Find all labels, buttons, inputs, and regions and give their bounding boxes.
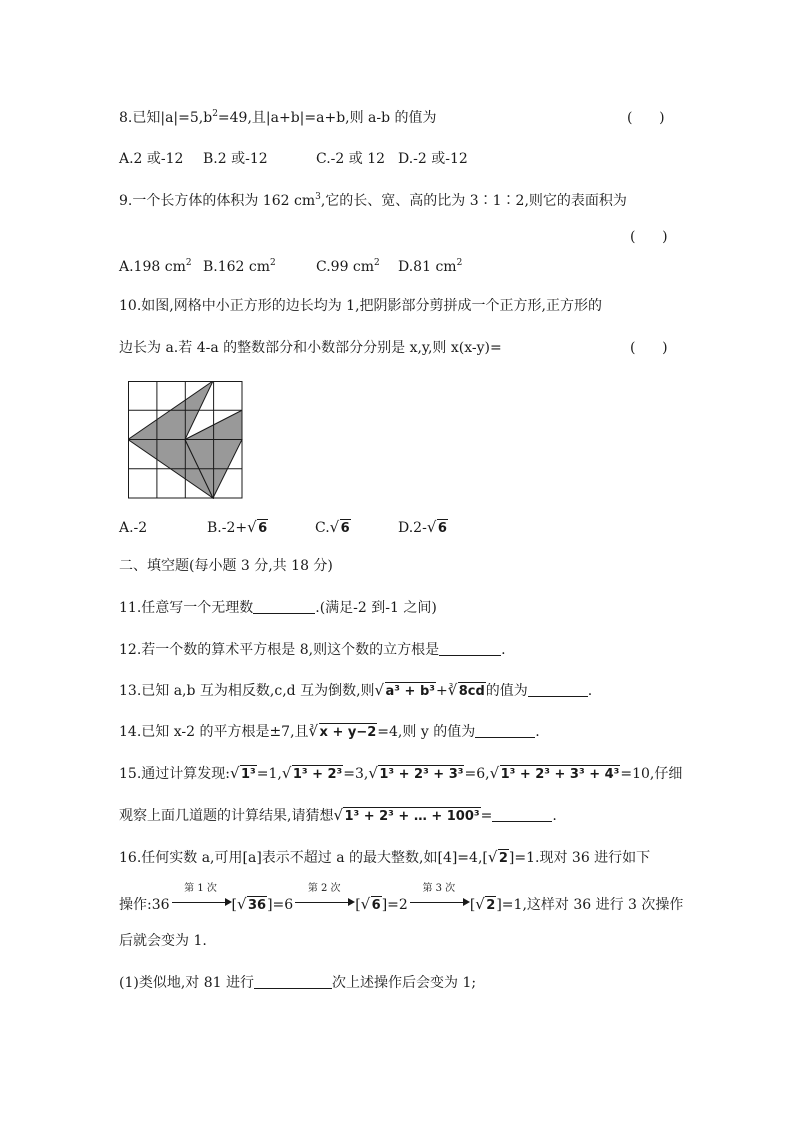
q8-option-c: C.-2 或 12 — [316, 151, 386, 167]
q10-option-a: A.-2 — [119, 520, 148, 536]
q9-answer-paren: ( ) — [630, 229, 668, 245]
q10-grid-lines — [128, 381, 242, 498]
q16-step1-arrow: 第 1 次 — [170, 892, 232, 912]
q9-option-a: A.198 $cm^2$ — [119, 258, 192, 275]
q12-stem: 12.若一个数的算术平方根是 8,则这个数的立方根是 . — [119, 642, 506, 658]
q9-stem: 9.一个长方体的体积为 162 $cm^3$,它的长、宽、高的比为 3∶1∶2,则它的表面积为 — [119, 192, 627, 209]
q16-stem-line2: 操作:36 第 1 次 [√ 36]=6 第 2 次 [√ 6]=2 第 3 次 [√ 2]=1,这样对 36 进行 3 次操作 — [119, 892, 683, 916]
q10-grid-figure — [128, 381, 244, 499]
q10-answer-paren: ( ) — [630, 340, 668, 356]
q10-stem-line2: 边长为 a.若 4-a 的整数部分和小数部分分别是 x,y,则 x(x-y)= — [119, 340, 502, 356]
q16-stem-line1: 16.任何实数 a,可用[a]表示不超过 a 的最大整数,如[4]=4,[√ 2]=1.现对 36 进行如下 — [119, 848, 650, 869]
q11-answer-blank[interactable] — [253, 599, 315, 614]
q9-option-c: C.99 $cm^2$ — [316, 258, 380, 275]
q15-stem-line2: 观察上面几道题的计算结果,请猜想√ 1³ + 2³ + … + 100³= . — [119, 806, 557, 827]
q11-stem: 11.任意写一个无理数 .(满足-2 到-1 之间) — [119, 600, 437, 616]
q8-answer-paren: ( ) — [627, 110, 665, 126]
q10-option-b: B.-2+√ 6 — [207, 518, 268, 539]
q13-stem: 13.已知 a,b 互为相反数,c,d 互为倒数,则√ a³ + b³+ √ 3 8cd的值为 . — [119, 681, 592, 702]
q13-sqrt: √ a³ + b³ — [376, 682, 436, 702]
q9-option-d: D.81 $cm^2$ — [398, 258, 463, 275]
q16-stem-line3: 后就会变为 1. — [119, 933, 207, 949]
q15-answer-blank[interactable] — [492, 807, 552, 822]
q9-option-b: B.162 $cm^2$ — [203, 258, 276, 275]
q14-cube-root: √ 3 x + y−2 — [310, 723, 378, 743]
q10-option-c: C.√ 6 — [315, 518, 351, 539]
q8-option-d: D.-2 或-12 — [398, 151, 468, 167]
q16-sub1: (1)类似地,对 81 进行 次上述操作后会变为 1; — [119, 975, 477, 991]
q10-stem-line1: 10.如图,网格中小正方形的边长均为 1,把阴影部分剪拼成一个正方形,正方形的 — [119, 298, 602, 314]
q12-answer-blank[interactable] — [439, 641, 501, 656]
q16-step3-arrow: 第 3 次 — [408, 892, 470, 912]
q16-step2-arrow: 第 2 次 — [293, 892, 355, 912]
q8-option-a: A.2 或-12 — [119, 151, 184, 167]
q16-sub1-answer-blank[interactable] — [254, 974, 332, 989]
q8-option-b: B.2 或-12 — [203, 151, 268, 167]
q13-answer-blank[interactable] — [528, 682, 588, 697]
q13-cube-root: √ 3 8cd — [449, 682, 486, 702]
q8-stem: 8.已知$|a|=5,b^2=49$,且|a+b|=a+b,则 a-b 的值为 — [119, 109, 437, 126]
section-heading: 二、填空题(每小题 3 分,共 18 分) — [119, 558, 333, 574]
q15-stem-line1: 15.通过计算发现:√ 1³=1,√ 1³ + 2³=3,√ 1³ + 2³ + 3³=6,√ 1³ + 2³ + 3³ + 4³=10,仔细 — [119, 764, 682, 785]
q10-option-d: D.2-√ 6 — [398, 518, 448, 539]
q14-stem: 14.已知 x-2 的平方根是±7,且 √ 3 x + y−2=4,则 y 的值为 . — [119, 722, 540, 743]
q14-answer-blank[interactable] — [475, 723, 535, 738]
